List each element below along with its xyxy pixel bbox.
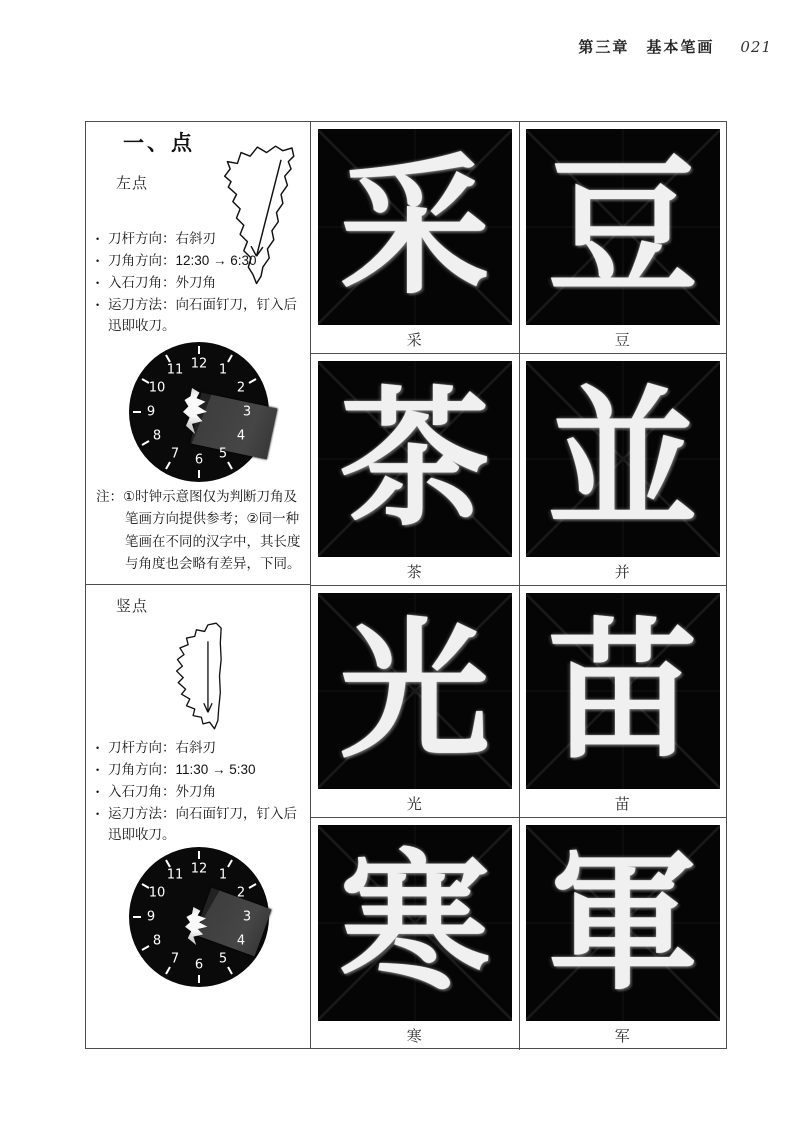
clock-number: 3 (242, 404, 252, 420)
clock-number: 1 (218, 867, 228, 883)
carving-plate (318, 361, 512, 557)
carving-plate (318, 825, 512, 1021)
instruction-item (96, 250, 308, 272)
instruction-list (96, 228, 308, 337)
carved-character: 豆 (547, 139, 698, 315)
instruction-text: 入石刀角：外刀角 (108, 274, 216, 290)
example-cell (311, 122, 519, 354)
instruction-item (96, 759, 308, 781)
clock-number: 6 (194, 452, 204, 468)
example-label: 豆 (614, 332, 631, 349)
bullet-icon (96, 759, 108, 781)
example-label: 并 (614, 564, 631, 581)
clock-number: 9 (146, 404, 156, 420)
carved-character: 茶 (339, 371, 490, 547)
bullet-icon (96, 737, 108, 759)
bullet-icon (96, 228, 108, 250)
clock-number: 12 (190, 861, 208, 877)
stroke-outline (177, 623, 222, 729)
clock-number: 6 (194, 957, 204, 973)
examples-grid (311, 122, 726, 1048)
instruction-text: 刀杆方向：右斜刃 (108, 740, 216, 755)
carved-character: 采 (339, 139, 490, 315)
instruction-item (96, 272, 308, 294)
section-heading: 一、点 (123, 132, 195, 155)
clock-number: 11 (166, 362, 184, 378)
carving-plate (526, 825, 720, 1021)
stroke-name-vertical-dot: 竖点 (116, 598, 149, 615)
instruction-text: 刀角方向：11:30 → 5:30 (108, 761, 256, 777)
example-label: 寒 (406, 1028, 423, 1045)
instruction-item (96, 294, 308, 338)
example-label: 采 (406, 332, 423, 349)
chapter-title: 第三章 基本笔画 (578, 39, 715, 56)
page-number: 021 (740, 38, 772, 56)
instruction-item (96, 737, 308, 759)
clock-number: 1 (218, 362, 228, 378)
clock-number: 5 (218, 951, 228, 967)
carving-plate (526, 361, 720, 557)
clock-number: 4 (236, 933, 246, 949)
instruction-text: 刀杆方向：右斜刃 (108, 231, 216, 246)
carved-character: 光 (339, 603, 490, 779)
example-label: 光 (406, 796, 423, 813)
carved-character: 苗 (547, 603, 698, 779)
clock-number: 5 (218, 446, 228, 462)
bullet-icon (96, 781, 108, 803)
clock-number: 2 (236, 380, 246, 396)
instruction-text: 运刀方法：向石面钉刀，钉入后迅即收刀。 (108, 805, 297, 843)
example-cell (311, 354, 519, 586)
instruction-text: 入石刀角：外刀角 (108, 783, 216, 799)
clock-number: 7 (170, 951, 180, 967)
example-cell (311, 818, 519, 1050)
example-label: 茶 (406, 564, 423, 581)
bullet-icon (96, 294, 108, 338)
example-cell (519, 354, 727, 586)
example-label: 苗 (614, 796, 631, 813)
carved-character: 寒 (339, 835, 490, 1011)
note-text: 注：①时钟示意图仅为判断刀角及笔画方向提供参考；②同一种笔画在不同的汉字中，其长度与角度也会略有差异，下同。 (96, 489, 301, 572)
instruction-item (96, 803, 308, 847)
clock-number: 7 (170, 446, 180, 462)
clock-number: 10 (148, 380, 166, 396)
carving-plate (526, 593, 720, 789)
clock-number: 12 (190, 356, 208, 372)
example-cell (519, 818, 727, 1050)
clock-number: 10 (148, 885, 166, 901)
instruction-item (96, 781, 308, 803)
clock-diagram-vertical-dot (129, 847, 269, 987)
clock-diagram-left-dot (129, 342, 269, 482)
carved-character: 軍 (547, 835, 698, 1011)
example-cell (519, 586, 727, 818)
bullet-icon (96, 250, 108, 272)
content-box (85, 121, 727, 1049)
clock-number: 8 (152, 428, 162, 444)
instruction-text: 运刀方法：向石面钉刀，钉入后迅即收刀。 (108, 296, 297, 334)
stroke-shape-diagram-vertical-dot (170, 615, 236, 737)
clock-number: 8 (152, 933, 162, 949)
example-label: 军 (614, 1028, 631, 1045)
clock-number: 3 (242, 909, 252, 925)
instruction-item (96, 228, 308, 250)
instruction-list (96, 737, 308, 846)
clock-number: 2 (236, 885, 246, 901)
clock-number: 11 (166, 867, 184, 883)
subsection-vertical-dot (86, 585, 310, 1048)
clock-number: 9 (146, 909, 156, 925)
stroke-name-left-dot: 左点 (116, 175, 149, 192)
subsection-left-dot (86, 122, 310, 585)
instructions-column (86, 122, 311, 1048)
instruction-text: 刀角方向：12:30 → 6:30 (108, 252, 257, 268)
example-cell (311, 586, 519, 818)
carving-plate (526, 129, 720, 325)
carving-plate (318, 593, 512, 789)
carving-plate (318, 129, 512, 325)
clock-number: 4 (236, 428, 246, 444)
bullet-icon (96, 803, 108, 847)
page-header (578, 36, 772, 57)
example-cell (519, 122, 727, 354)
carved-character: 並 (547, 371, 698, 547)
bullet-icon (96, 272, 108, 294)
